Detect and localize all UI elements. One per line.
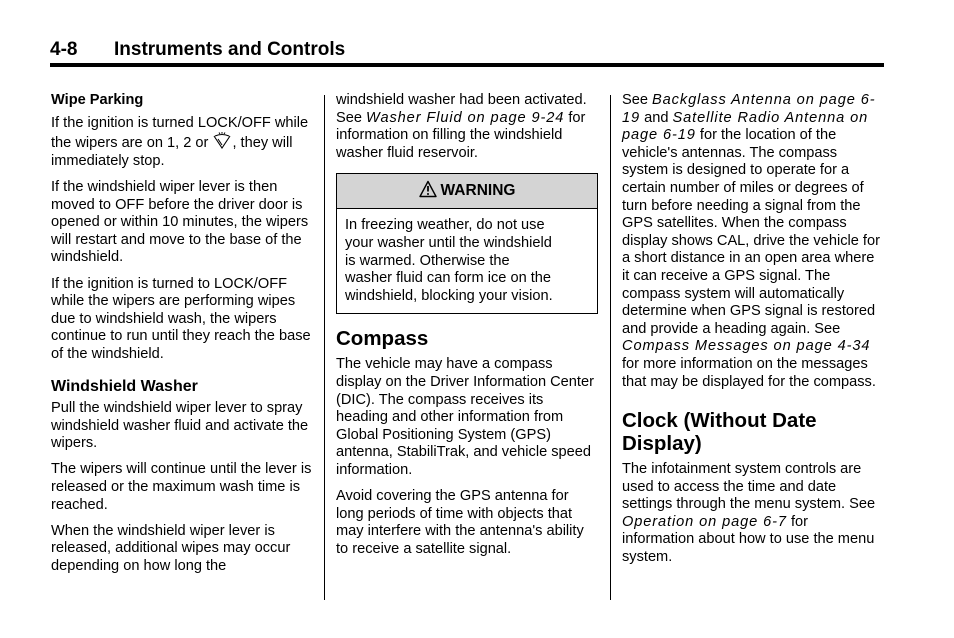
warning-line: windshield, blocking your vision. xyxy=(345,287,553,304)
windshield-washer-heading: Windshield Washer xyxy=(51,377,198,395)
warning-box xyxy=(336,173,598,314)
paragraph: The infotainment system controls are used to access the time and date settings through the menu system. See Operation on page 6-7 for information about how to use the menu system. xyxy=(622,461,876,566)
header-rule xyxy=(50,63,884,67)
warning-body xyxy=(337,209,597,313)
paragraph: If the ignition is turned to LOCK/OFF while the wipers are performing wipes due to windshield wash, the wipers continue to run until they reach the base of the windshield. xyxy=(51,275,311,362)
page-number: 4-8 xyxy=(50,39,78,60)
cross-reference: Satellite Radio Antenna on page 6-19 xyxy=(622,109,869,144)
column-2 xyxy=(336,92,598,567)
warning-header xyxy=(337,174,597,209)
cross-reference: Operation on page 6-7 xyxy=(622,513,787,530)
cross-reference: Compass Messages on page 4-34 xyxy=(622,338,871,355)
warning-line: washer fluid can form ice on the xyxy=(345,270,552,287)
column-3 xyxy=(622,92,884,575)
warning-triangle-icon xyxy=(419,180,437,198)
page-header xyxy=(50,39,884,63)
section-title: Instruments and Controls xyxy=(114,39,346,60)
cross-reference: Backglass Antenna on page 6-19 xyxy=(622,92,876,126)
column-divider xyxy=(610,95,611,600)
paragraph: If the ignition is turned LOCK/OFF while the wipers are on 1, 2 or , they will immediately stop. xyxy=(51,114,309,169)
cross-reference: Washer Fluid on page 9-24 xyxy=(366,109,565,126)
clock-heading: Clock (Without Date Display) xyxy=(622,409,817,456)
paragraph: windshield washer had been activated. See Washer Fluid on page 9-24 for information on filling the windshield washer fluid reservoir. xyxy=(336,92,587,161)
column-1 xyxy=(51,92,315,584)
paragraph: If the windshield wiper lever is then moved to OFF before the driver door is opened or within 10 minutes, the wipers will restart and move to the base of the windshield. xyxy=(51,178,309,266)
wipe-parking-heading: Wipe Parking xyxy=(51,92,144,108)
warning-line: is warmed. Otherwise the xyxy=(345,252,510,269)
paragraph: See Backglass Antenna on page 6-19 and Satellite Radio Antenna on page 6-19 for the location of the vehicle's antennas. The compass system is designed to operate for a certain number of miles or degrees of turn before needing a signal from the GPS satellites. When the compass display shows CAL, drive the vehicle for a short distance in an open area where it can receive a GPS signal. The compass system will automatically determine when GPS signal is restored and provide a heading again. See Compass Messages on page 4-34 for more information on the messages that may be displayed for the compass. xyxy=(622,92,880,390)
paragraph: Pull the windshield wiper lever to spray windshield washer fluid and activate the wipers. xyxy=(51,400,309,452)
warning-title: WARNING xyxy=(440,182,516,200)
wiper-mist-icon xyxy=(212,132,232,150)
paragraph: The vehicle may have a compass display on the Driver Information Center (DIC). The compass receives its heading and other information from Global Positioning System (GPS) antenna, StabiliTrak, and vehicle speed information. xyxy=(336,356,594,478)
column-divider xyxy=(324,95,325,600)
paragraph: When the windshield wiper lever is released, additional wipes may occur depending on how long the xyxy=(51,522,291,575)
warning-line: In freezing weather, do not use xyxy=(345,217,545,234)
warning-line: your washer until the windshield xyxy=(345,234,552,251)
paragraph: The wipers will continue until the lever is released or the maximum wash time is reached. xyxy=(51,461,312,513)
compass-heading: Compass xyxy=(336,327,429,351)
paragraph: Avoid covering the GPS antenna for long periods of time with objects that may interfere with the antenna's ability to receive a satellite signal. xyxy=(336,488,584,557)
